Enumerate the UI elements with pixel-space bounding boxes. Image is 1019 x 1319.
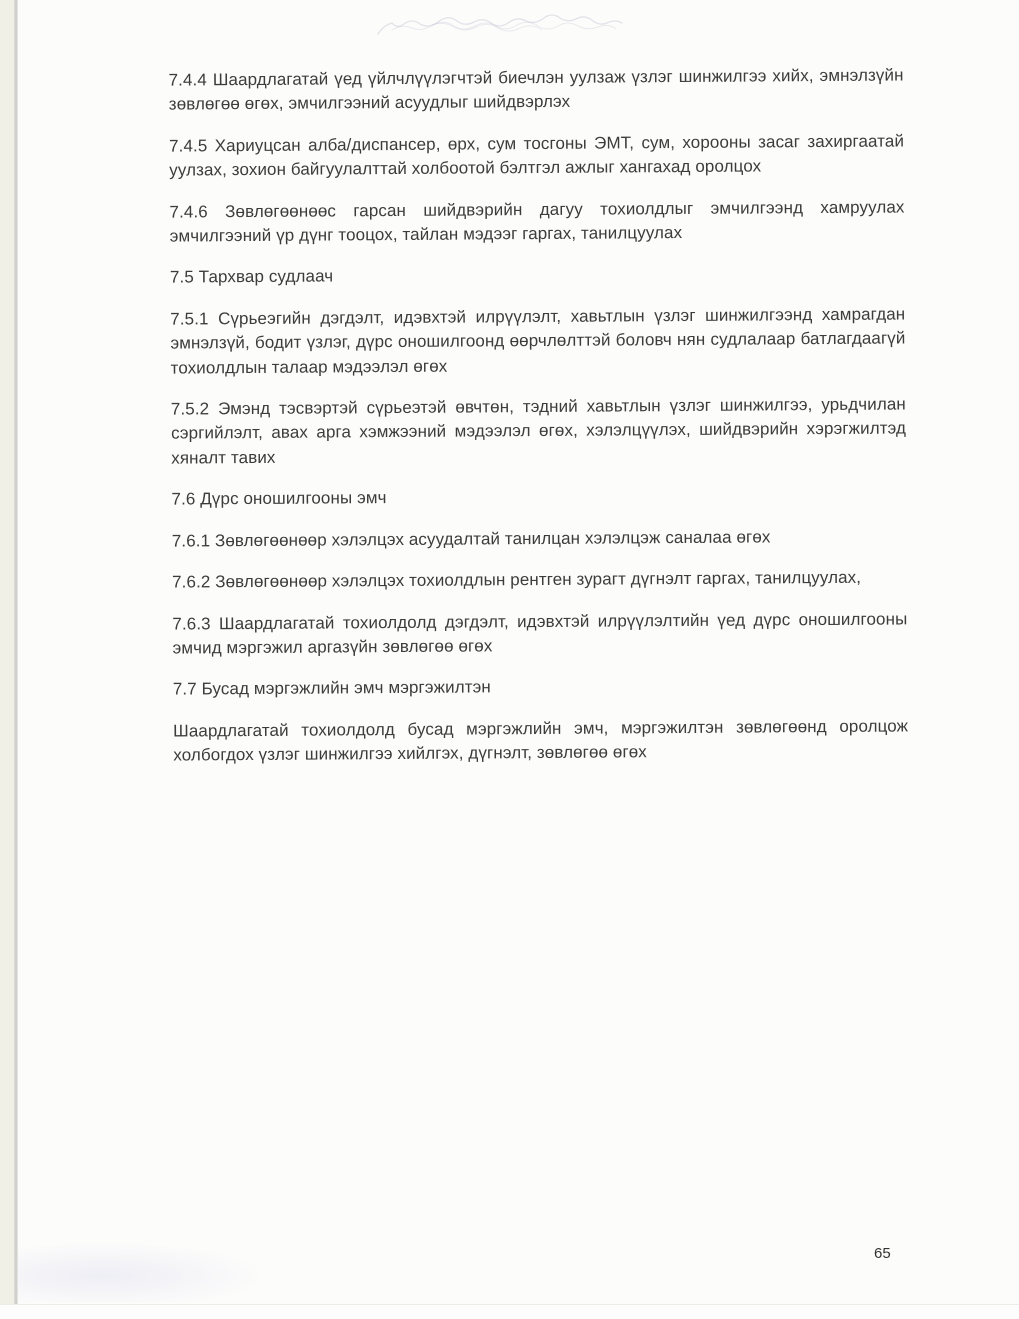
page-number: 65 <box>874 1245 891 1262</box>
text-line: 7.5.1 Сүрьеэгийн дэгдэлт, идэвхтэй илрүүлэлт, хавьтлын үзлэг шинжилгээнд хамрагдан <box>170 304 906 329</box>
text-line: 7.5 Тархвар судлаач <box>169 266 334 288</box>
scan-left-edge <box>0 0 14 1308</box>
text-line: 7.6 Дүрс оношилгооны эмч <box>171 488 387 509</box>
text-line: 7.6.1 Зөвлөгөөнөөр хэлэлцэх асуудалтай танилцан хэлэлцэж саналаа өгөх <box>171 527 771 551</box>
text-line: хяналт тавих <box>171 447 276 468</box>
document-text <box>169 63 909 785</box>
text-line: 7.4.4 Шаардлагатай үед үйлчлүүлэгчтэй биечлэн уулзаж үзлэг шинжилгээ хийх, эмнэлзүйн <box>168 65 904 90</box>
text-line: 7.6.3 Шаардлагатай тохиолдолд дэгдэлт, идэвхтэй илрүүлэлтийн үед дүрс оношилгооны <box>172 608 908 634</box>
text-line: 7.4.6 Зөвлөгөөнөөс гарсан шийдвэрийн дагуу тохиолдлыг эмчилгээнд хамруулах <box>169 197 905 222</box>
text-line: эмчид мэргэжил аргазүйн зөвлөгөө өгөх <box>172 636 493 658</box>
text-line: Шаардлагатай тохиолдолд бусад мэргэжлийн эмч, мэргэжилтэн зөвлөгөөнд оролцож <box>173 716 909 741</box>
scan-bottom-edge <box>0 1304 1019 1319</box>
text-line: уулзах, зохион байгуулалттай холбоотой бэлтгэл ажлыг хангахад оролцох <box>169 156 762 180</box>
text-line: сэргийлэлт, авах арга хэмжээний мэдээлэл өгөх, хэлэлцүүлэх, шийдвэрийн хэрэгжилтэд <box>170 418 907 444</box>
text-line: эмчилгээний үр дүнг тооцох, тайлан мэдээг гаргах, танилцуулах <box>169 223 683 246</box>
pen-scribble-artifact <box>372 8 642 44</box>
text-line: 7.6.2 Зөвлөгөөнөөр хэлэлцэх тохиолдлын рентген зурагт дүгнэлт гаргах, танилцуулах, <box>172 567 862 592</box>
page-edge-shadow <box>14 0 18 1308</box>
text-line: зөвлөгөө өгөх, эмчилгээний асуудлыг шийдвэрлэх <box>168 92 571 114</box>
text-line: тохиолдлын талаар мэдээлэл өгөх <box>170 356 448 378</box>
text-line: эмнэлзүй, бодит үзлэг, дүрс оношилгоонд өөрчлөлттэй боловч нян судлалаар батлагдаагүй <box>170 328 906 353</box>
text-line: холбогдох үзлэг шинжилгээ хийлгэх, дүгнэлт, зөвлөгөө өгөх <box>173 742 647 765</box>
scan-corner-tint <box>18 1244 258 1302</box>
text-line: 7.5.2 Эмэнд тэсвэртэй сүрьеэтэй өвчтөн, тэдний хавьтлын үзлэг шинжилгээ, урьдчилан <box>170 394 906 419</box>
text-line: 7.7 Бусад мэргэжлийн эмч мэргэжилтэн <box>172 677 491 699</box>
text-line: 7.4.5 Хариуцсан алба/диспансер, өрх, сум тосгоны ЭМТ, сум, хорооны засаг захиргаатай <box>168 131 905 156</box>
